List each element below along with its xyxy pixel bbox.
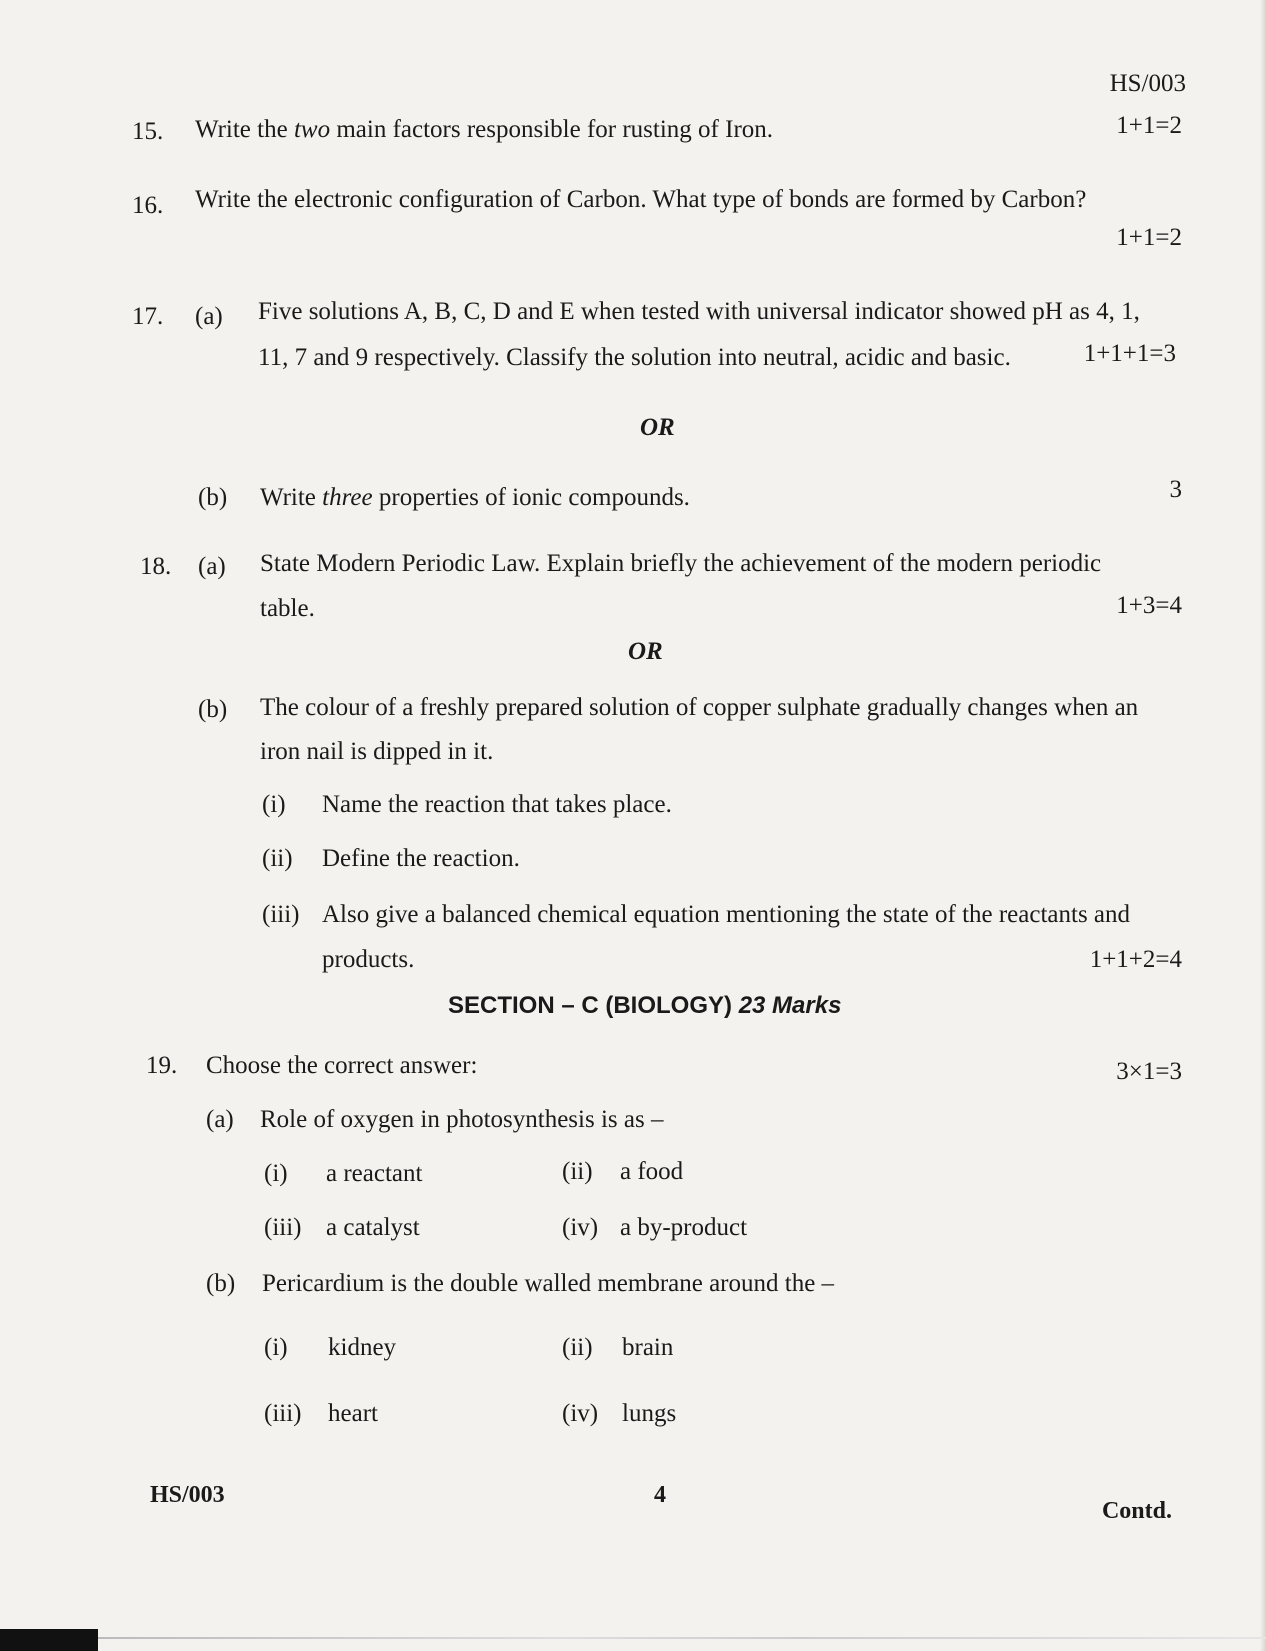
q18b-label: (b) — [198, 696, 228, 723]
scan-corner-mark — [0, 1629, 98, 1651]
q19a-label: (a) — [206, 1106, 234, 1133]
q19b-option-iv-label: (iv) — [562, 1400, 599, 1427]
q19b-option-ii-label: (ii) — [562, 1334, 593, 1361]
q18b-sub-ii-text: Define the reaction. — [322, 845, 520, 872]
q17b-text-post: properties of ionic compounds. — [372, 484, 690, 511]
q19-number: 19. — [146, 1052, 178, 1079]
q18b-sub-ii-label: (ii) — [262, 845, 293, 872]
q15-text — [195, 116, 773, 144]
q17a-label: (a) — [195, 303, 223, 330]
q19b-option-iii-text: heart — [328, 1400, 378, 1427]
q19a-option-iii-text: a catalyst — [326, 1214, 420, 1241]
q17b-text-emphasis: three — [322, 484, 373, 511]
q18-or: OR — [628, 638, 663, 665]
q19b-option-i-label: (i) — [264, 1334, 288, 1361]
q18a-line2: table. — [260, 595, 315, 622]
q18b-sub-i-text: Name the reaction that takes place. — [322, 791, 672, 818]
footer-code: HS/003 — [150, 1482, 225, 1508]
q17b-label: (b) — [198, 484, 228, 511]
q18b-line2: iron nail is dipped in it. — [260, 738, 494, 765]
q19a-option-iv-text: a by-product — [620, 1214, 748, 1241]
q18b-line1: The colour of a freshly prepared solution of copper sulphate gradually changes when an — [260, 694, 1139, 721]
q18b-marks: 1+1+2=4 — [1089, 946, 1182, 973]
q18b-sub-i-label: (i) — [262, 791, 286, 818]
q19a-option-ii-label: (ii) — [562, 1158, 593, 1185]
footer-page-number: 4 — [654, 1482, 666, 1508]
q17b-text — [260, 484, 690, 512]
q19a-option-iii-label: (iii) — [264, 1214, 302, 1241]
q18-number: 18. — [140, 553, 172, 580]
q18b-sub-iii-text2: products. — [322, 946, 415, 973]
scan-bottom-line — [98, 1637, 1266, 1639]
q19a-text: Role of oxygen in photosynthesis is as – — [260, 1106, 664, 1133]
q17b-marks: 3 — [1169, 476, 1182, 503]
q15-text-pre: Write the — [195, 116, 294, 143]
q18a-marks: 1+3=4 — [1116, 592, 1182, 619]
q18a-label: (a) — [198, 553, 226, 580]
q17a-marks: 1+1+1=3 — [1083, 340, 1176, 367]
q19b-option-ii-text: brain — [622, 1334, 674, 1361]
q16-number: 16. — [132, 192, 164, 219]
q19b-label: (b) — [206, 1270, 236, 1297]
q17a-line2: 11, 7 and 9 respectively. Classify the solution into neutral, acidic and basic. — [258, 344, 1011, 371]
q15-number: 15. — [132, 118, 164, 145]
q19-marks: 3×1=3 — [1116, 1058, 1182, 1085]
q15-marks: 1+1=2 — [1116, 112, 1182, 139]
q16-marks: 1+1=2 — [1116, 224, 1182, 251]
q19b-option-iii-label: (iii) — [264, 1400, 302, 1427]
q18b-sub-iii-label: (iii) — [262, 901, 300, 928]
q17b-text-pre: Write — [260, 484, 323, 511]
footer-contd: Contd. — [1101, 1498, 1172, 1524]
q17-number: 17. — [132, 303, 164, 330]
q17a-line1: Five solutions A, B, C, D and E when tested with universal indicator showed pH as 4, 1, — [258, 298, 1140, 325]
q19-text: Choose the correct answer: — [206, 1052, 478, 1079]
section-heading — [448, 992, 841, 1020]
q15-text-post: main factors responsible for rusting of Iron. — [330, 116, 774, 143]
q19b-text: Pericardium is the double walled membrane around the – — [262, 1270, 835, 1297]
section-marks: 23 Marks — [738, 992, 842, 1019]
q19a-option-iv-label: (iv) — [562, 1214, 599, 1241]
q19b-option-i-text: kidney — [328, 1334, 397, 1361]
q16-text: Write the electronic configuration of Carbon. What type of bonds are formed by Carbon? — [195, 186, 1087, 213]
q17-or: OR — [640, 414, 675, 441]
q15-text-emphasis: two — [293, 116, 331, 143]
q19a-option-i-label: (i) — [264, 1160, 288, 1187]
q19a-option-i-text: a reactant — [326, 1160, 423, 1187]
q19b-option-iv-text: lungs — [622, 1400, 677, 1427]
q18a-line1: State Modern Periodic Law. Explain briefly the achievement of the modern periodic — [260, 550, 1102, 577]
q18b-sub-iii-text: Also give a balanced chemical equation mentioning the state of the reactants and — [322, 901, 1131, 928]
q19a-option-ii-text: a food — [620, 1158, 684, 1185]
header-code: HS/003 — [1109, 70, 1186, 97]
scan-edge-shadow — [1260, 0, 1266, 1651]
section-title: SECTION – C (BIOLOGY) — [448, 992, 733, 1019]
